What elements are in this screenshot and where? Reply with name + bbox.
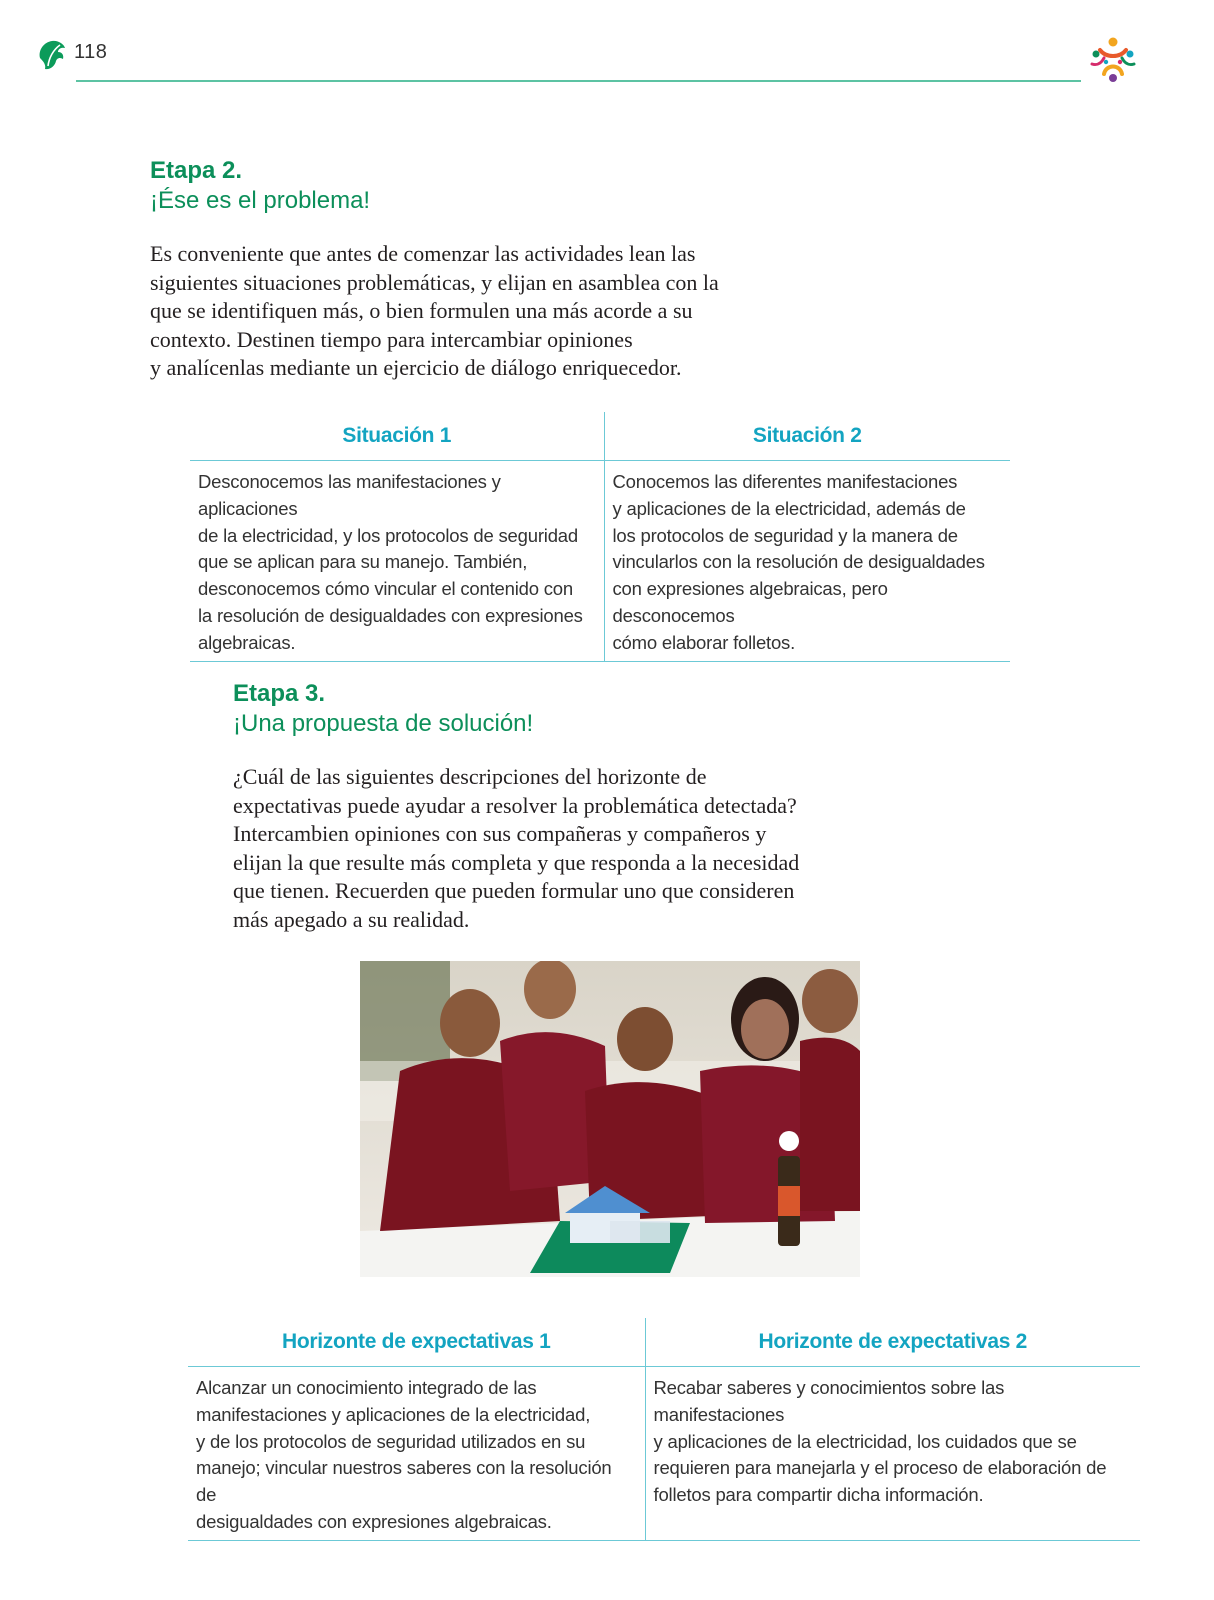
stage2-title: Etapa 2. — [150, 157, 243, 184]
stage2-paragraph-line: que se identifiquen más, o bien formulen una más acorde a su — [150, 298, 693, 323]
expectation-1-cell — [188, 1367, 645, 1541]
cell-line: folletos para compartir dicha información. — [653, 1484, 984, 1506]
cell-line: desigualdades con expresiones algebraicas. — [196, 1510, 552, 1532]
situation-1-cell — [190, 461, 604, 662]
stage2-paragraph-line: Es conveniente que antes de comenzar las actividades lean las — [150, 241, 696, 266]
cell-line: de la electricidad, y los protocolos de seguridad — [198, 524, 578, 546]
expectation-2-cell — [645, 1367, 1140, 1541]
stage3-paragraph-line: que tienen. Recuerden que pueden formular uno que consideren — [233, 878, 795, 903]
stage3-paragraph-line: elijan la que resulte más completa y que responda a la necesidad — [233, 849, 800, 875]
cell-line: Alcanzar un conocimiento integrado de las — [196, 1377, 537, 1398]
cell-line: Conocemos las diferentes manifestaciones — [612, 471, 958, 492]
stage2-paragraph-line: y analícenlas mediante un ejercicio de diálogo enriquecedor. — [150, 355, 682, 380]
cell-line: algebraicas. — [198, 631, 296, 653]
cell-line: y aplicaciones de la electricidad, los cuidados que se — [653, 1430, 1077, 1452]
header-rule — [76, 80, 1081, 82]
situation-1-header: Situación 1 — [190, 412, 604, 461]
cell-line: cómo elaborar folletos. — [612, 631, 796, 653]
situations-table — [190, 412, 1010, 662]
cell-line: la resolución de desigualdades con expresiones — [198, 604, 583, 626]
cell-line: manifestaciones y aplicaciones de la electricidad, — [196, 1403, 591, 1425]
stage3-paragraph-line: más apegado a su realidad. — [233, 906, 470, 932]
stage3-paragraph-line: expectativas puede ayudar a resolver la problemática detectada? — [233, 792, 797, 818]
cell-line: Recabar saberes y conocimientos sobre las manifestaciones — [653, 1377, 1005, 1425]
stage2-heading — [150, 156, 370, 216]
green-leaf-icon — [36, 38, 68, 72]
page-number: 118 — [74, 41, 108, 63]
situation-2-cell — [604, 461, 1010, 662]
cell-line: que se aplican para su manejo. También, — [198, 551, 528, 573]
cell-line: manejo; vincular nuestros saberes con la resolución de — [196, 1457, 612, 1506]
cell-line: vincularlos con la resolución de desigualdades — [612, 551, 985, 573]
cell-line: con expresiones algebraicas, pero desconocemos — [612, 578, 888, 626]
stage3-paragraph-line: ¿Cuál de las siguientes descripciones del horizonte de — [233, 764, 707, 789]
stage2-subtitle: ¡Ése es el problema! — [150, 187, 371, 214]
cell-line: desconocemos cómo vincular el contenido con — [198, 578, 573, 600]
cell-line: y aplicaciones de la electricidad, además de — [612, 497, 966, 519]
expectations-table — [188, 1318, 1140, 1541]
cell-line: requieren para manejarla y el proceso de elaboración de — [653, 1457, 1107, 1479]
students-photo — [360, 961, 860, 1277]
stage2-paragraph-line: siguientes situaciones problemáticas, y elijan en asamblea con la — [150, 269, 719, 295]
stage2-paragraph — [150, 240, 770, 383]
situation-2-header: Situación 2 — [604, 412, 1010, 461]
expectation-1-header: Horizonte de expectativas 1 — [188, 1318, 645, 1367]
stage3-paragraph-line: Intercambien opiniones con sus compañeras y compañeros y — [233, 821, 767, 846]
colorful-figure-logo — [1086, 34, 1140, 86]
stage3-subtitle: ¡Una propuesta de solución! — [233, 710, 534, 737]
stage3-heading — [233, 679, 533, 739]
stage2-paragraph-line: contexto. Destinen tiempo para intercambiar opiniones — [150, 326, 633, 352]
stage3-paragraph — [233, 763, 873, 934]
expectation-2-header: Horizonte de expectativas 2 — [645, 1318, 1140, 1367]
cell-line: Desconocemos las manifestaciones y aplicaciones — [198, 471, 501, 519]
stage3-title: Etapa 3. — [233, 680, 326, 707]
cell-line: los protocolos de seguridad y la manera de — [612, 524, 958, 546]
cell-line: y de los protocolos de seguridad utilizados en su — [196, 1430, 586, 1452]
